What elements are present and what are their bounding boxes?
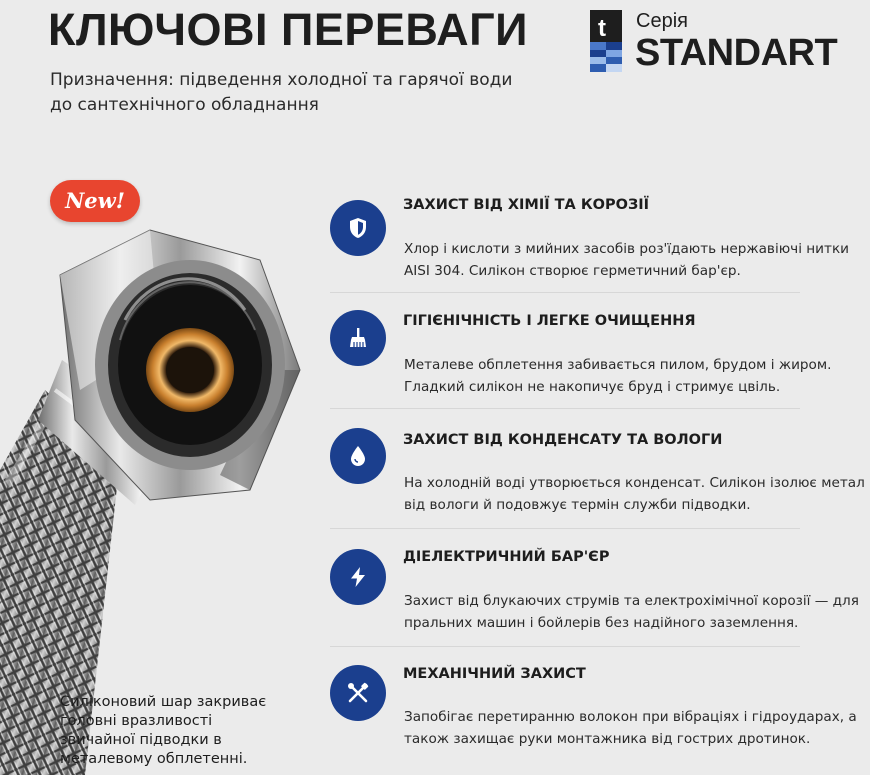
lightning-icon bbox=[346, 565, 370, 589]
feature-icon-circle bbox=[330, 428, 386, 484]
brand-logo bbox=[590, 10, 840, 74]
page-subtitle: Призначення: підведення холодної та гарячої води до сантехнічного обладнання bbox=[50, 70, 513, 115]
product-hose-image bbox=[0, 220, 330, 775]
water-drop-icon bbox=[346, 444, 370, 468]
brand-mark-letter: t bbox=[598, 15, 606, 42]
divider bbox=[330, 408, 800, 409]
feature-description: Запобігає перетиранню волокон при вібраціях і гідроударах, а також захищає руки монтажника від гострих дротинок. bbox=[404, 709, 857, 747]
feature-description: Хлор і кислоти з мийних засобів роз'їдають нержавіючі нитки AISI 304. Силікон створює герметичний бар'єр. bbox=[404, 241, 849, 279]
feature-icon-circle bbox=[330, 310, 386, 366]
feature-title: ДІЕЛЕКТРИЧНИЙ БАР'ЄР bbox=[403, 549, 610, 565]
feature-icon-circle bbox=[330, 665, 386, 721]
feature-title: ГІГІЄНІЧНІСТЬ І ЛЕГКЕ ОЧИЩЕННЯ bbox=[403, 313, 696, 329]
feature-description: Захист від блукаючих струмів та електрохімічної корозії — для пральних машин і бойлерів без надійного заземлення. bbox=[404, 593, 859, 631]
page-title: КЛЮЧОВІ ПЕРЕВАГИ bbox=[48, 4, 528, 55]
cleaning-brush-icon bbox=[346, 326, 370, 350]
divider bbox=[330, 646, 800, 647]
feature-title: МЕХАНІЧНИЙ ЗАХИСТ bbox=[403, 666, 586, 682]
feature-icon-circle bbox=[330, 200, 386, 256]
feature-description: На холодній воді утворюється конденсат. Силікон ізолює метал від вологи й подовжує термін служби підводки. bbox=[404, 475, 865, 513]
product-caption: Силіконовий шар закриває головні вразливості звичайної підводки в металевому обплетенні. bbox=[60, 694, 267, 767]
new-badge: New! bbox=[50, 180, 140, 222]
feature-title: ЗАХИСТ ВІД ХІМІЇ ТА КОРОЗІЇ bbox=[403, 197, 650, 213]
brand-mark-icon bbox=[590, 10, 622, 72]
tools-icon bbox=[346, 681, 370, 705]
divider bbox=[330, 528, 800, 529]
feature-icon-circle bbox=[330, 549, 386, 605]
feature-description: Металеве обплетення забивається пилом, брудом і жиром. Гладкий силікон не накопичує бруд і стримує цвіль. bbox=[404, 357, 832, 395]
logo-series-label: Серія bbox=[636, 10, 688, 32]
feature-title: ЗАХИСТ ВІД КОНДЕНСАТУ ТА ВОЛОГИ bbox=[403, 432, 723, 448]
logo-name: STANDART bbox=[635, 32, 838, 74]
divider bbox=[330, 292, 800, 293]
shield-icon bbox=[346, 216, 370, 240]
